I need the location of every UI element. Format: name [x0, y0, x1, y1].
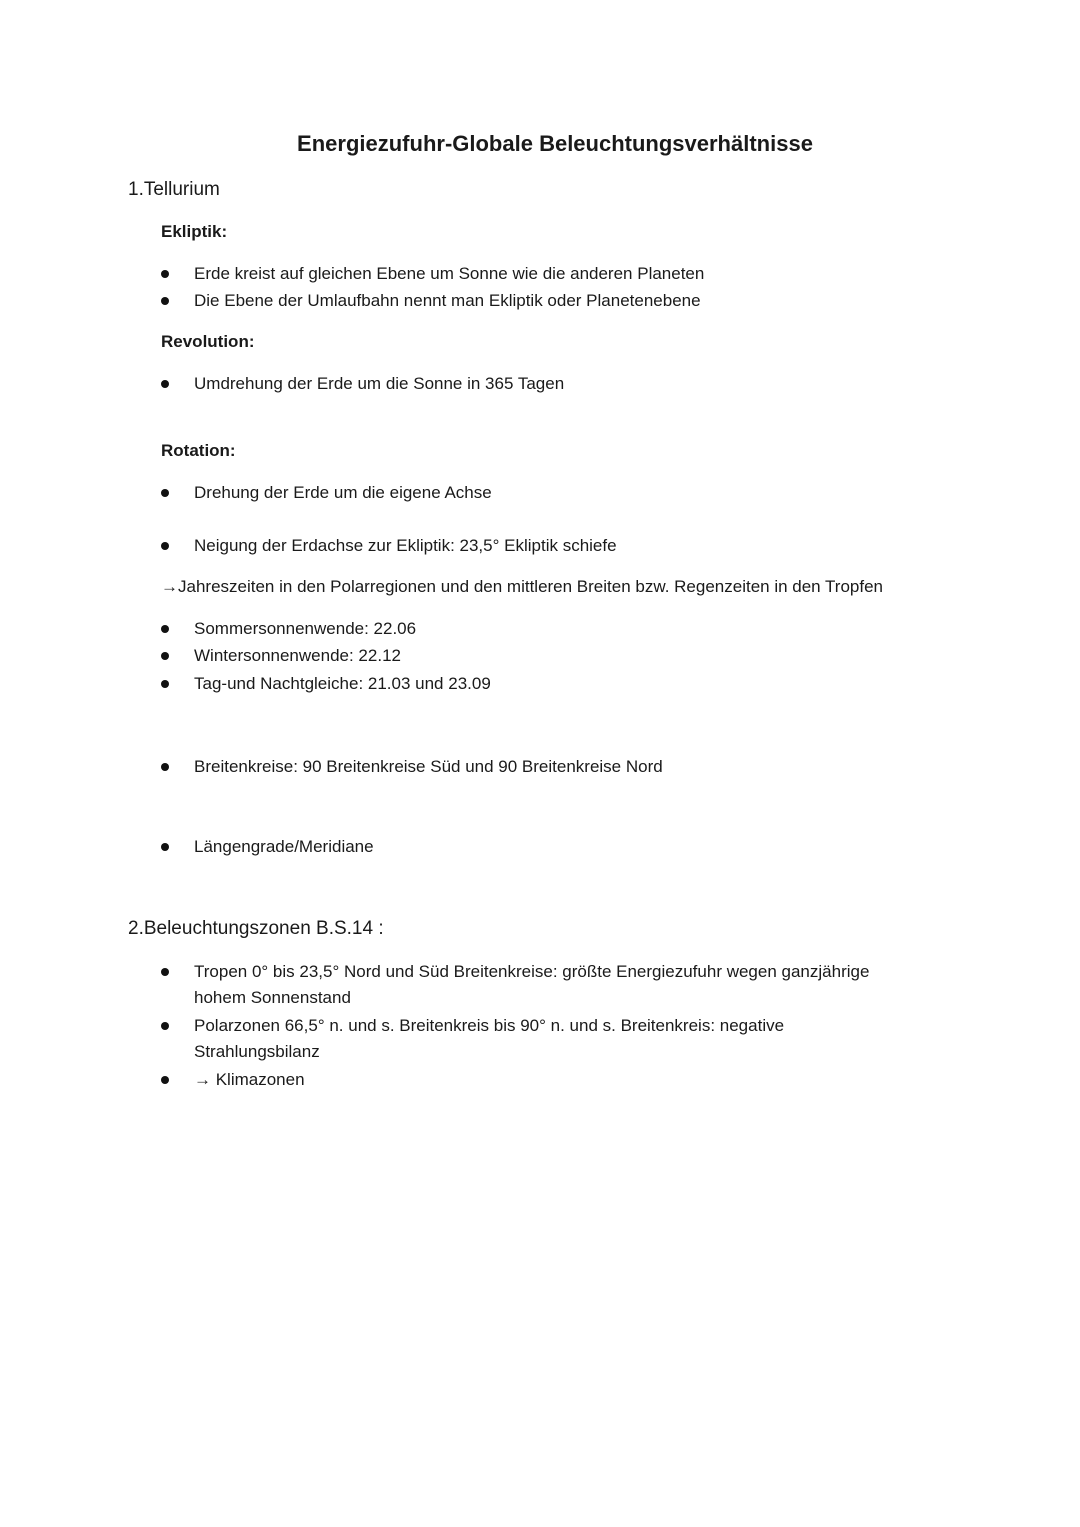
list-item-continuation: hohem Sonnenstand: [194, 988, 351, 1007]
bullet-icon: [161, 1076, 169, 1084]
list-item: Wintersonnenwende: 22.12: [194, 646, 401, 665]
list-item-continuation: Strahlungsbilanz: [194, 1042, 320, 1061]
bullet-icon: [161, 270, 169, 278]
list-item: → Klimazonen: [194, 1070, 305, 1089]
list-item: Tag-und Nachtgleiche: 21.03 und 23.09: [194, 674, 491, 693]
bullet-icon: [161, 1022, 169, 1030]
bullet-icon: [161, 843, 169, 851]
subheading-revolution: Revolution:: [161, 332, 255, 351]
list-item: Sommersonnenwende: 22.06: [194, 619, 417, 638]
section-heading-tellurium: 1.Tellurium: [128, 179, 220, 200]
bullet-icon: [161, 380, 169, 388]
subheading-rotation: Rotation:: [161, 441, 236, 460]
bullet-icon: [161, 680, 169, 688]
list-item: Drehung der Erde um die eigene Achse: [194, 483, 492, 502]
list-item: Erde kreist auf gleichen Ebene um Sonne wie die anderen Planeten: [194, 264, 705, 283]
list-item: Umdrehung der Erde um die Sonne in 365 Tagen: [194, 374, 565, 393]
bullet-icon: [161, 763, 169, 771]
subheading-ekliptik: Ekliptik:: [161, 222, 228, 241]
list-item: Tropen 0° bis 23,5° Nord und Süd Breitenkreise: größte Energiezufuhr wegen ganzjährige: [194, 962, 870, 981]
list-item: Die Ebene der Umlaufbahn nennt man Ekliptik oder Planetenebene: [194, 291, 701, 310]
list-item: Polarzonen 66,5° n. und s. Breitenkreis bis 90° n. und s. Breitenkreis: negative: [194, 1016, 785, 1035]
list-item: Neigung der Erdachse zur Ekliptik: 23,5° Ekliptik schiefe: [194, 536, 617, 555]
section-heading-beleuchtungszonen: 2.Beleuchtungszonen B.S.14 :: [128, 918, 384, 939]
bullet-icon: [161, 542, 169, 550]
bullet-icon: [161, 968, 169, 976]
page-title: Energiezufuhr-Globale Beleuchtungsverhältnisse: [297, 131, 813, 156]
bullet-icon: [161, 625, 169, 633]
bullet-icon: [161, 489, 169, 497]
bullet-icon: [161, 297, 169, 305]
list-item: Längengrade/Meridiane: [194, 837, 374, 856]
arrow-note: →Jahreszeiten in den Polarregionen und den mittleren Breiten bzw. Regenzeiten in den Tropfen: [161, 577, 884, 596]
list-item: Breitenkreise: 90 Breitenkreise Süd und 90 Breitenkreise Nord: [194, 757, 663, 776]
bullet-icon: [161, 652, 169, 660]
